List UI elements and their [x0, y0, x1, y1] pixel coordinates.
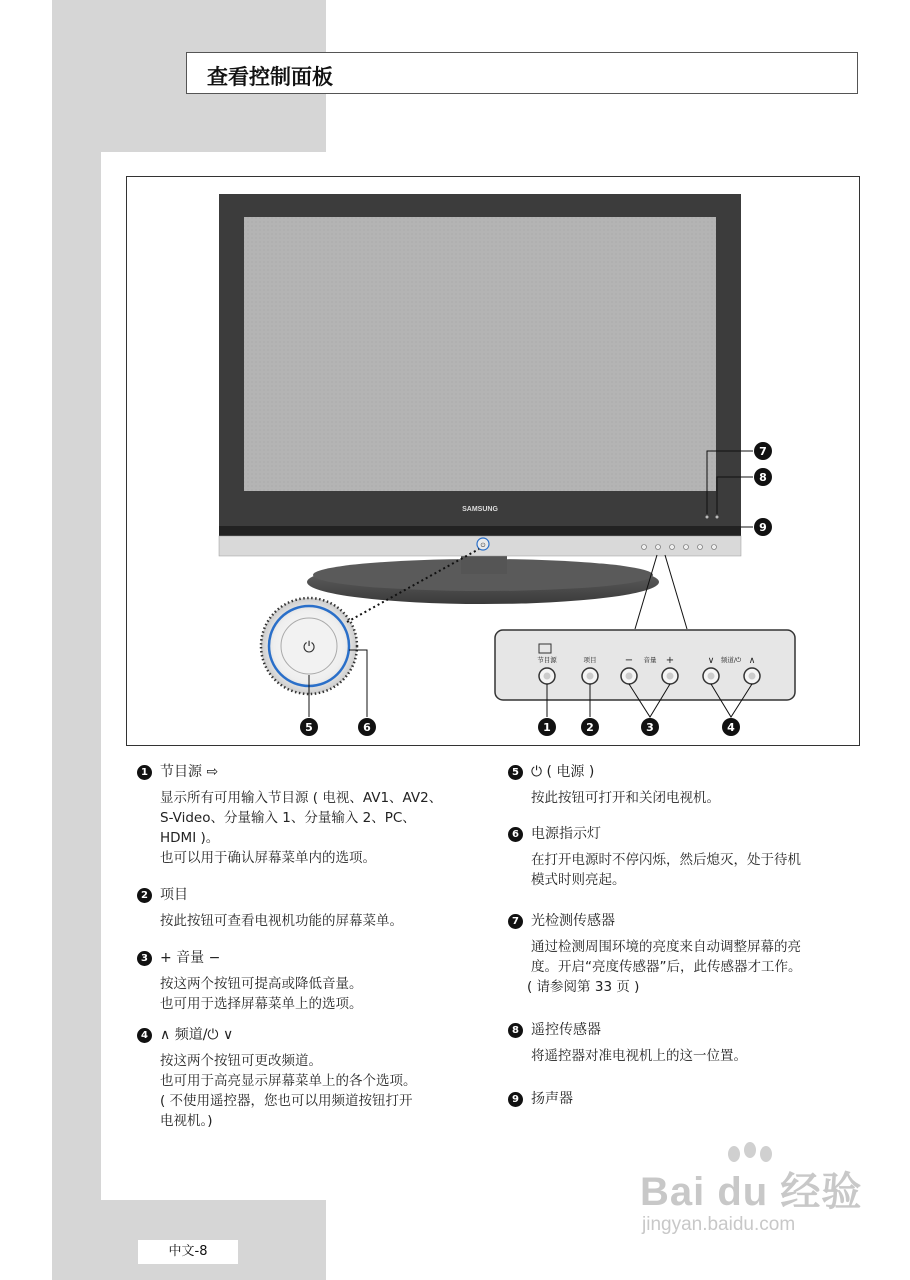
remote-sensor	[716, 516, 719, 519]
label-down: ∨	[707, 656, 715, 666]
label-source: 节目源	[537, 656, 557, 664]
item-9-description	[508, 1089, 868, 1115]
item-1-title: 节目源 ⇨	[160, 764, 219, 780]
item-1-line: S-Video、分量输入 1、分量输入 2、PC、	[160, 810, 416, 826]
item-5-title: ⏻ ( 电源 )	[531, 764, 595, 780]
svg-text:7: 7	[759, 445, 767, 458]
item-3-line: 按这两个按钮可提高或降低音量。	[160, 976, 363, 992]
item-5-number: 5	[508, 765, 523, 780]
svg-text:8: 8	[759, 471, 767, 484]
label-up: ∧	[748, 656, 756, 666]
svg-text:⏻: ⏻	[480, 542, 486, 549]
label-menu: 项目	[583, 656, 597, 664]
label-volume: 音量	[643, 656, 657, 664]
page-margin-side	[52, 152, 101, 1280]
item-5-description	[508, 762, 868, 808]
power-button-symbol: ⏻	[303, 638, 315, 656]
item-3-title: + 音量 −	[160, 950, 221, 966]
item-1-line: HDMI )。	[160, 830, 220, 846]
page-title: 查看控制面板	[207, 65, 333, 89]
item-2-title: 项目	[160, 887, 188, 903]
item-9-number: 9	[508, 1092, 523, 1107]
item-8-line: 将遥控器对准电视机上的这一位置。	[531, 1048, 747, 1064]
item-3-number: 3	[137, 951, 152, 966]
item-7-description	[508, 911, 878, 997]
item-7-number: 7	[508, 914, 523, 929]
brand-logo: SAMSUNG	[462, 506, 498, 513]
item-2-line: 按此按钮可查看电视机功能的屏幕菜单。	[160, 913, 403, 929]
item-3-line: 也可用于选择屏幕菜单上的选项。	[160, 996, 363, 1012]
svg-text:9: 9	[759, 521, 767, 534]
item-3-description	[137, 948, 497, 1014]
item-6-line: 在打开电源时不停闪烁，然后熄灭，处于待机	[531, 852, 801, 868]
item-7-line: ( 请参阅第 33 页 )	[527, 979, 640, 995]
item-4-title: ∧ 频道/⏻ ∨	[160, 1027, 234, 1043]
label-plus: +	[665, 655, 675, 666]
watermark-brand: Bai du 经验	[640, 1170, 863, 1214]
watermark-url: jingyan.baidu.com	[642, 1214, 796, 1235]
item-6-number: 6	[508, 827, 523, 842]
item-6-title: 电源指示灯	[531, 826, 601, 842]
item-4-line: 电视机。)	[160, 1113, 213, 1129]
item-1-description	[137, 762, 497, 868]
item-6-line: 模式时则亮起。	[531, 872, 626, 888]
item-2-number: 2	[137, 888, 152, 903]
item-8-description	[508, 1020, 868, 1066]
item-9-title: 扬声器	[531, 1091, 573, 1107]
section-title-box	[186, 52, 858, 94]
light-sensor	[706, 516, 709, 519]
tv-screen	[244, 217, 716, 491]
svg-text:2: 2	[586, 721, 594, 734]
item-4-description	[137, 1025, 497, 1131]
page-number: 中文-8	[138, 1240, 238, 1264]
item-1-number: 1	[137, 765, 152, 780]
item-2-description	[137, 885, 497, 931]
item-1-line: 也可以用于确认屏幕菜单内的选项。	[160, 850, 376, 866]
item-7-line: 度。开启“亮度传感器”后，此传感器才工作。	[531, 959, 802, 975]
tv-control-panel-figure	[126, 176, 860, 746]
svg-text:3: 3	[646, 721, 654, 734]
item-4-line: 也可用于高亮显示屏幕菜单上的各个选项。	[160, 1073, 417, 1089]
svg-text:1: 1	[543, 721, 551, 734]
item-8-number: 8	[508, 1023, 523, 1038]
label-minus: −	[624, 655, 634, 666]
item-8-title: 遥控传感器	[531, 1022, 601, 1038]
svg-text:6: 6	[363, 721, 371, 734]
tv-illustration	[127, 177, 861, 747]
svg-text:4: 4	[727, 721, 735, 734]
label-channel: 频道/⏻	[720, 656, 742, 664]
item-4-line: 按这两个按钮可更改频道。	[160, 1053, 322, 1069]
item-6-description	[508, 824, 868, 890]
item-7-line: 通过检测周围环境的亮度来自动调整屏幕的亮	[531, 939, 801, 955]
item-4-line: ( 不使用遥控器，您也可以用频道按钮打开	[160, 1093, 413, 1109]
svg-text:5: 5	[305, 721, 313, 734]
item-5-line: 按此按钮可打开和关闭电视机。	[531, 790, 720, 806]
baidu-watermark	[640, 1150, 870, 1250]
item-7-title: 光检测传感器	[531, 913, 615, 929]
item-4-number: 4	[137, 1028, 152, 1043]
item-1-line: 显示所有可用输入节目源 ( 电视、AV1、AV2、	[160, 790, 443, 806]
speaker-grille	[219, 526, 741, 536]
